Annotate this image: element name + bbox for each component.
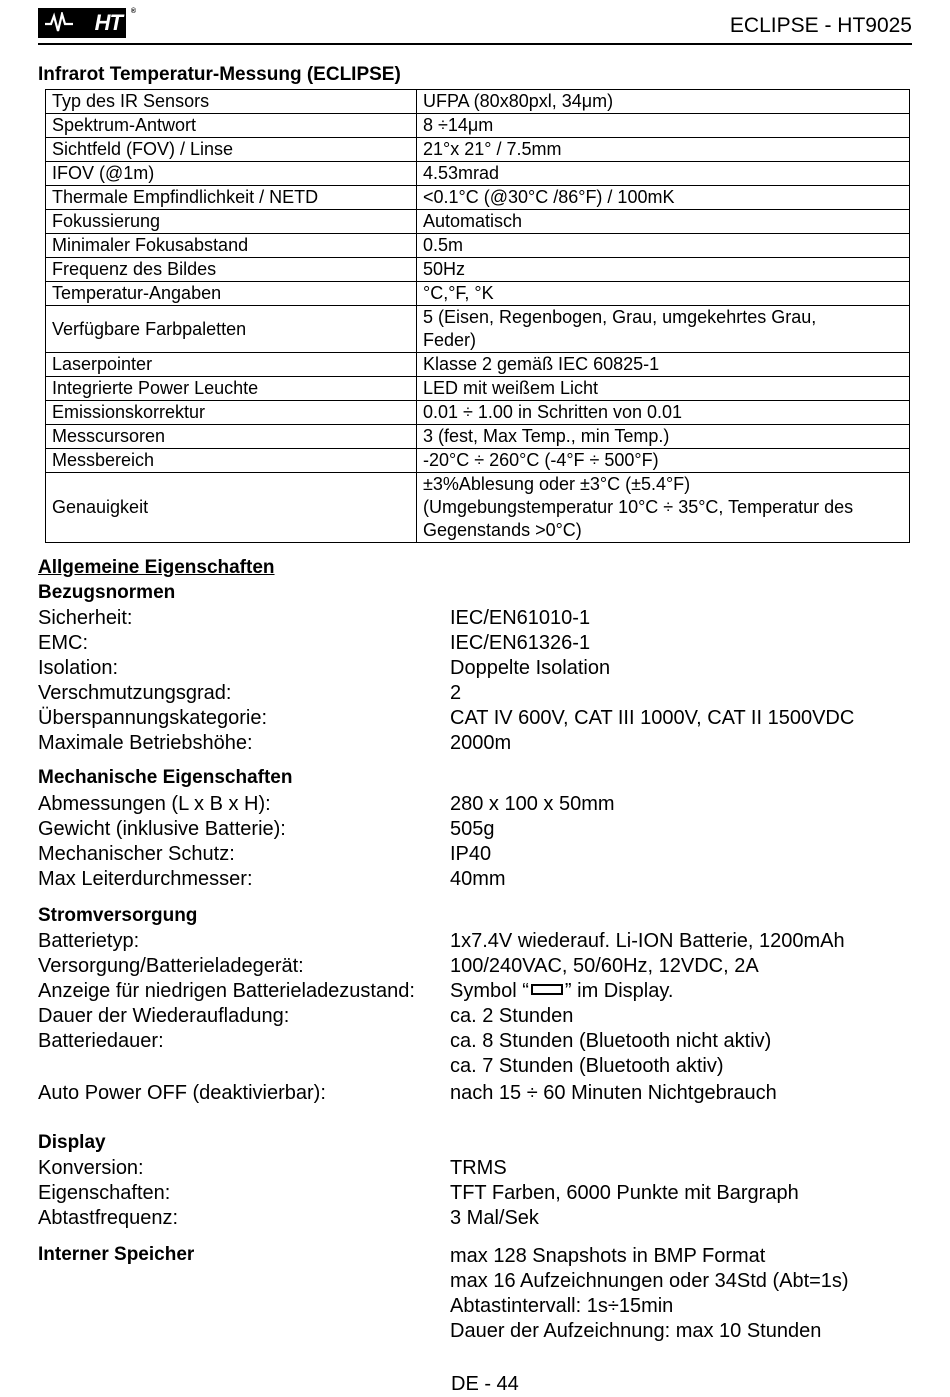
display-value: TRMS <box>450 1157 507 1179</box>
spec-key: Spektrum-Antwort <box>46 114 417 138</box>
ir-section-title: Infrarot Temperatur-Messung (ECLIPSE) <box>38 64 401 85</box>
memory-value: max 128 Snapshots in BMP Format <box>450 1245 766 1267</box>
table-row <box>46 162 910 186</box>
power-value-prefix: Symbol “ <box>450 980 529 1002</box>
spec-key: Integrierte Power Leuchte <box>46 377 417 401</box>
power-label: Batterietyp: <box>38 930 140 952</box>
power-label: Auto Power OFF (deaktivierbar): <box>38 1082 326 1104</box>
mech-label: Mechanischer Schutz: <box>38 843 235 865</box>
spec-value: Automatisch <box>417 210 910 234</box>
norm-label: Maximale Betriebshöhe: <box>38 732 253 754</box>
power-value: 100/240VAC, 50/60Hz, 12VDC, 2A <box>450 955 759 977</box>
table-row <box>46 306 910 353</box>
table-row <box>46 401 910 425</box>
table-row <box>46 473 910 543</box>
spec-value-line: (Umgebungstemperatur 10°C ÷ 35°C, Temperatur des <box>423 497 854 517</box>
spec-value-line: Gegenstands >0°C) <box>423 520 582 540</box>
spec-value: 3 (fest, Max Temp., min Temp.) <box>417 425 910 449</box>
norm-label: Überspannungskategorie: <box>38 707 268 729</box>
spec-value: 50Hz <box>417 258 910 282</box>
spec-key: Temperatur-Angaben <box>46 282 417 306</box>
spec-key: Typ des IR Sensors <box>46 90 417 114</box>
ir-spec-table <box>45 89 910 543</box>
norm-value: CAT IV 600V, CAT III 1000V, CAT II 1500VDC <box>450 707 855 729</box>
spec-value: <0.1°C (@30°C /86°F) / 100mK <box>417 186 910 210</box>
spec-key: Laserpointer <box>46 353 417 377</box>
spec-value: LED mit weißem Licht <box>417 377 910 401</box>
mech-label: Gewicht (inklusive Batterie): <box>38 818 286 840</box>
spec-key: Emissionskorrektur <box>46 401 417 425</box>
spec-value: 0.01 ÷ 1.00 in Schritten von 0.01 <box>417 401 910 425</box>
table-row <box>46 186 910 210</box>
mech-label: Max Leiterdurchmesser: <box>38 868 253 890</box>
norm-label: Isolation: <box>38 657 119 679</box>
norm-value: 2000m <box>450 732 512 754</box>
header-rule <box>38 43 912 45</box>
display-value: TFT Farben, 6000 Punkte mit Bargraph <box>450 1182 799 1204</box>
spec-value-line: 5 (Eisen, Regenbogen, Grau, umgekehrtes Grau, <box>423 307 817 327</box>
registered-mark: ® <box>130 8 135 15</box>
power-value: ca. 7 Stunden (Bluetooth aktiv) <box>450 1055 724 1077</box>
display-title: Display <box>38 1132 106 1153</box>
battery-icon <box>531 984 563 995</box>
norms-title: Bezugsnormen <box>38 582 176 603</box>
norm-value: IEC/EN61326-1 <box>450 632 591 654</box>
lightning-bolt-icon <box>44 12 74 34</box>
table-row <box>46 449 910 473</box>
power-value: ca. 2 Stunden <box>450 1005 574 1027</box>
norm-value: Doppelte Isolation <box>450 657 611 679</box>
page-number: DE - 44 <box>451 1373 519 1395</box>
memory-title: Interner Speicher <box>38 1244 195 1265</box>
table-row <box>46 210 910 234</box>
logo-text: HT <box>94 10 122 35</box>
mech-label: Abmessungen (L x B x H): <box>38 793 271 815</box>
memory-value: Dauer der Aufzeichnung: max 10 Stunden <box>450 1320 822 1342</box>
spec-key: Minimaler Fokusabstand <box>46 234 417 258</box>
spec-value: -20°C ÷ 260°C (-4°F ÷ 500°F) <box>417 449 910 473</box>
spec-key: Genauigkeit <box>46 473 417 543</box>
power-value: nach 15 ÷ 60 Minuten Nichtgebrauch <box>450 1082 777 1104</box>
spec-value-line: ±3%Ablesung oder ±3°C (±5.4°F) <box>423 474 691 494</box>
mech-value: 280 x 100 x 50mm <box>450 793 615 815</box>
spec-key: IFOV (@1m) <box>46 162 417 186</box>
spec-value-line: Feder) <box>423 330 477 350</box>
table-row <box>46 138 910 162</box>
table-row <box>46 234 910 258</box>
norm-label: Verschmutzungsgrad: <box>38 682 232 704</box>
spec-key: Messbereich <box>46 449 417 473</box>
ht-logo <box>38 8 135 38</box>
display-label: Eigenschaften: <box>38 1182 171 1204</box>
norm-label: Sicherheit: <box>38 607 133 629</box>
table-row <box>46 425 910 449</box>
spec-value <box>417 306 910 353</box>
power-value-low-battery <box>450 979 673 1004</box>
mech-value: 505g <box>450 818 495 840</box>
table-row <box>46 353 910 377</box>
power-label: Batteriedauer: <box>38 1030 164 1052</box>
table-row <box>46 258 910 282</box>
power-label: Dauer der Wiederaufladung: <box>38 1005 290 1027</box>
spec-key: Sichtfeld (FOV) / Linse <box>46 138 417 162</box>
norm-value: IEC/EN61010-1 <box>450 607 591 629</box>
spec-key: Messcursoren <box>46 425 417 449</box>
display-label: Abtastfrequenz: <box>38 1207 179 1229</box>
spec-value <box>417 473 910 543</box>
mech-value: IP40 <box>450 843 492 865</box>
display-value: 3 Mal/Sek <box>450 1207 539 1229</box>
mech-title: Mechanische Eigenschaften <box>38 767 293 788</box>
spec-key: Fokussierung <box>46 210 417 234</box>
spec-key: Frequenz des Bildes <box>46 258 417 282</box>
spec-value: Klasse 2 gemäß IEC 60825-1 <box>417 353 910 377</box>
memory-value: max 16 Aufzeichnungen oder 34Std (Abt=1s) <box>450 1270 849 1292</box>
spec-value: 4.53mrad <box>417 162 910 186</box>
table-row <box>46 90 910 114</box>
norm-value: 2 <box>450 682 462 704</box>
table-row <box>46 114 910 138</box>
table-row <box>46 377 910 401</box>
spec-value: °C,°F, °K <box>417 282 910 306</box>
document-title: ECLIPSE - HT9025 <box>729 14 912 37</box>
spec-value: 21°x 21° / 7.5mm <box>417 138 910 162</box>
power-label: Versorgung/Batterieladegerät: <box>38 955 304 977</box>
power-label: Anzeige für niedrigen Batterieladezustand: <box>38 980 415 1002</box>
power-title: Stromversorgung <box>38 905 198 926</box>
general-section-title: Allgemeine Eigenschaften <box>38 557 275 578</box>
table-row <box>46 282 910 306</box>
spec-value: 8 ÷14μm <box>417 114 910 138</box>
spec-key: Verfügbare Farbpaletten <box>46 306 417 353</box>
norm-label: EMC: <box>38 632 88 654</box>
power-value: 1x7.4V wiederauf. Li-ION Batterie, 1200mAh <box>450 930 845 952</box>
mech-value: 40mm <box>450 868 506 890</box>
memory-value: Abtastintervall: 1s÷15min <box>450 1295 674 1317</box>
display-label: Konversion: <box>38 1157 144 1179</box>
spec-value: UFPA (80x80pxl, 34μm) <box>417 90 910 114</box>
power-value: ca. 8 Stunden (Bluetooth nicht aktiv) <box>450 1030 772 1052</box>
spec-key: Thermale Empfindlichkeit / NETD <box>46 186 417 210</box>
power-value-suffix: ” im Display. <box>564 980 674 1002</box>
spec-value: 0.5m <box>417 234 910 258</box>
